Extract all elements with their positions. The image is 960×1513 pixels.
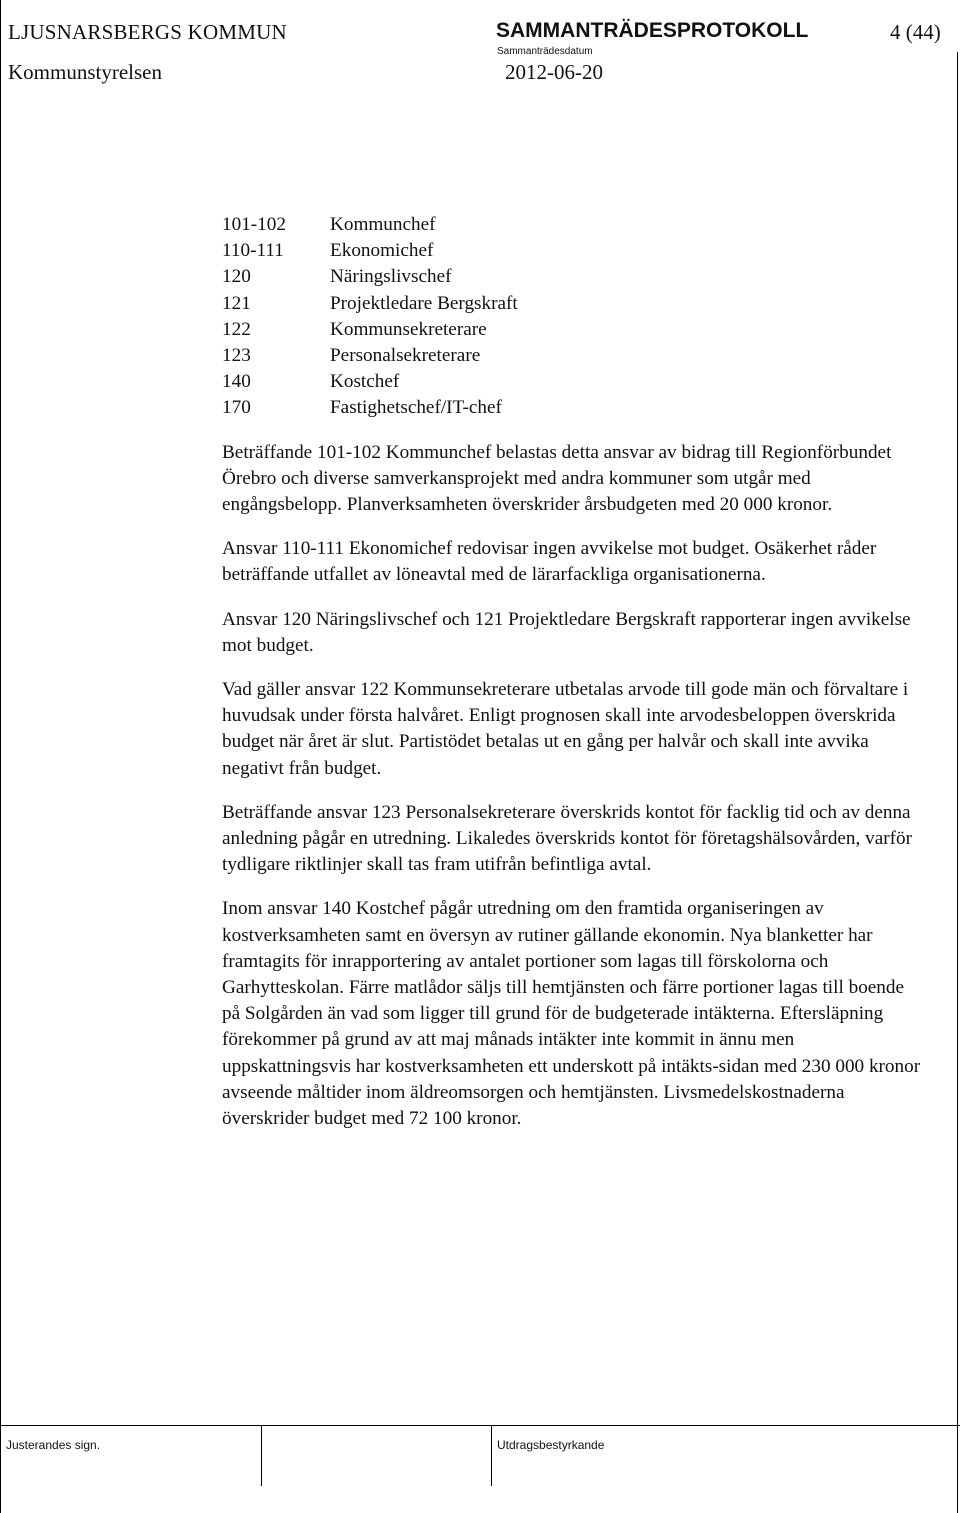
- paragraph-personalsekreterare: Beträffande ansvar 123 Personalsekreterare överskrids kontot för facklig tid och av denna anledning pågår en utredning. Likaledes överskrids kontot för företagshälsovården, varför tydligare riktlinjer skall tas fram utifrån befintliga avtal.: [222, 801, 912, 876]
- account-code: 122: [222, 318, 251, 340]
- account-name: Kostchef: [330, 371, 400, 393]
- paragraph-kommunsekreterare: Vad gäller ansvar 122 Kommunsekreterare utbetalas arvode till gode män och förvaltare i huvudsak under första halvåret. Enligt prognosen skall inte arvodesbeloppen överskrida budget när året är slut. Partistödet betalas ut en gång per halvår och skall inte avvika negativt från budget.: [222, 678, 909, 779]
- account-name: Fastighetschef/IT-chef: [330, 397, 502, 419]
- account-code: 123: [222, 344, 251, 366]
- account-row: [222, 369, 922, 395]
- account-name: Projektledare Bergskraft: [330, 292, 518, 314]
- account-name: Ekonomichef: [330, 240, 434, 262]
- account-row: [222, 343, 922, 369]
- municipality-name: LJUSNARSBERGS KOMMUN: [8, 20, 287, 44]
- meeting-date: 2012-06-20: [505, 60, 603, 84]
- account-code: 110-111: [222, 240, 284, 262]
- footer-rule: [0, 1425, 960, 1426]
- account-row: [222, 264, 922, 290]
- account-code: 121: [222, 292, 251, 314]
- account-name: Näringslivschef: [330, 266, 452, 288]
- board-name: Kommunstyrelsen: [8, 60, 162, 84]
- signature-label: Justerandes sign.: [6, 1438, 101, 1452]
- paragraph-ekonomichef: Ansvar 110-111 Ekonomichef redovisar ingen avvikelse mot budget. Osäkerhet råder beträffande utfallet av löneavtal med de lärarfackliga organisationerna.: [222, 538, 877, 586]
- page-border-left: [0, 0, 1, 1513]
- paragraph-kostchef: Inom ansvar 140 Kostchef pågår utredning om den framtida organiseringen av kostverksamheten samt en översyn av rutiner gällande ekonomin. Nya blanketter har framtagits för inrapportering av antalet portioner som lagas till förskolorna och Garhytteskolan. Färre matlådor säljs till hemtjänsten och färre portioner lagas till boende på Solgården än vad som ligger till grund för de budgeterade intäkterna. Eftersläpning förekommer på grund av att maj månads intäkter inte kommit in ännu men uppskattningsvis har kostverksamheten ett underskott på intäkts-sidan med 230 000 kronor avseende måltider inom äldreomsorgen och hemtjänsten. Livsmedelskostnaderna överskrider budget med 72 100 kronor.: [222, 898, 921, 1129]
- account-row: [222, 291, 922, 317]
- document-body: [222, 212, 922, 1150]
- account-name: Kommunchef: [330, 214, 436, 235]
- account-name: Personalsekreterare: [330, 344, 481, 366]
- document-title: SAMMANTRÄDESPROTOKOLL: [496, 19, 809, 42]
- account-row: [222, 395, 922, 421]
- page-border-right: [957, 52, 958, 1513]
- account-code: 140: [222, 371, 251, 393]
- meeting-date-label: Sammanträdesdatum: [497, 46, 593, 57]
- page-number: 4 (44): [890, 20, 941, 44]
- paragraph-kommunchef: Beträffande 101-102 Kommunchef belastas detta ansvar av bidrag till Regionförbundet Örebro och diverse samverkansprojekt med andra kommuner som utgår med engångsbelopp. Planverksamheten överskrider årsbudgeten med 20 000 kronor.: [222, 441, 892, 515]
- account-code: 120: [222, 266, 251, 288]
- account-row: [222, 317, 922, 343]
- account-code: 170: [222, 397, 251, 419]
- footer-divider: [261, 1426, 262, 1486]
- account-name: Kommunsekreterare: [330, 318, 487, 340]
- extract-certification-label: Utdragsbestyrkande: [497, 1438, 605, 1452]
- account-row: [222, 212, 922, 238]
- account-code: 101-102: [222, 214, 286, 235]
- account-row: [222, 238, 922, 264]
- account-list: [222, 212, 922, 422]
- footer-divider: [491, 1426, 492, 1486]
- paragraph-naringsliv: Ansvar 120 Näringslivschef och 121 Projektledare Bergskraft rapporterar ingen avvikelse mot budget.: [222, 608, 911, 656]
